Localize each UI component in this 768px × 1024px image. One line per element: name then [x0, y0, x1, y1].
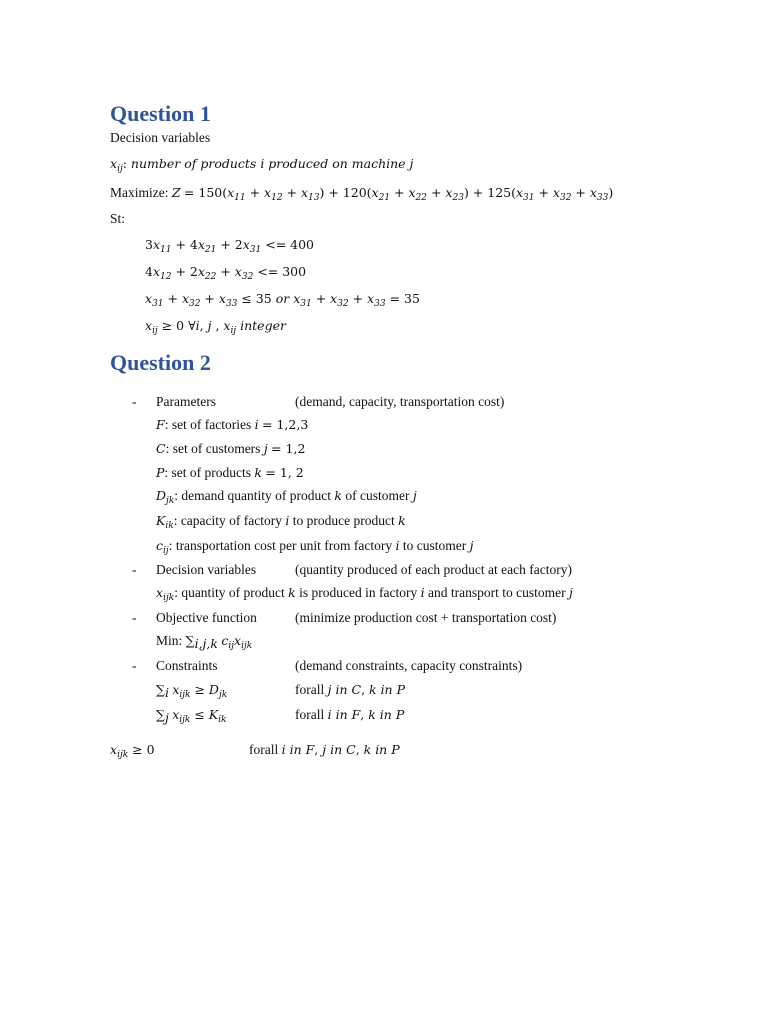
parameters-note: (demand, capacity, transportation cost)	[295, 394, 505, 409]
q1-nonnegativity-constraint: $x_{ij} \ge 0$ ∀i, j , $x_{ij}$ integer	[145, 318, 286, 336]
q1-constraint-2: $4x_{12} + 2x_{22} + x_{32} <= 300$	[145, 264, 307, 282]
constraints-note: (demand constraints, capacity constraints)	[295, 658, 523, 673]
q1-variable-definition: $x_{ij}$: number of products i produced on machine j	[110, 156, 414, 174]
q1-constraint-1: $3x_{11} + 4x_{21} + 2x_{31} <= 400$	[145, 237, 315, 255]
param-customers: C: set of customers j = 1,2	[156, 441, 306, 456]
decision-variables-label: Decision variables	[156, 562, 257, 577]
param-capacity: $K_{ik}$: capacity of factory i to produce product k	[156, 513, 406, 531]
bullet-dash: -	[132, 562, 137, 577]
param-factories: F: set of factories i = 1,2,3	[156, 417, 309, 432]
objective-function-note: (minimize production cost + transportation cost)	[295, 610, 557, 625]
q2-variable-definition: $x_{ijk}$: quantity of product k is produced in factory i and transport to customer j	[156, 585, 573, 603]
q2-min-expression: Min: $\sum_{i,j,k}$ $c_{ij}x_{ijk}$	[156, 633, 253, 651]
param-products: P: set of products k = 1, 2	[156, 465, 304, 480]
objective-function-label: Objective function	[156, 610, 257, 625]
param-transport-cost: $c_{ij}$: transportation cost per unit from factory i to customer j	[156, 538, 474, 556]
bullet-dash: -	[132, 658, 137, 673]
decision-variables-note: (quantity produced of each product at each factory)	[295, 562, 572, 577]
param-demand: $D_{jk}$: demand quantity of product k of customer j	[156, 488, 417, 506]
bullet-dash: -	[132, 610, 137, 625]
bullet-dash: -	[132, 394, 137, 409]
constraints-label: Constraints	[156, 658, 218, 673]
q1-decision-variables-label: Decision variables	[110, 130, 211, 145]
q1-constraint-3: $x_{31} + x_{32} + x_{33} \le 35$ or $x_{31} + x_{32} + x_{33} = 35$	[145, 291, 420, 309]
q1-objective-function: Maximize: $Z = 150(x_{11} + x_{12} + x_{13}) + 120(x_{21} + x_{22} + x_{23}) + 125(x_{31} + x_{32} + x_{33})$	[110, 185, 614, 203]
question-1-heading: Question 1	[110, 101, 211, 126]
question-2-heading: Question 2	[110, 350, 211, 375]
parameters-label: Parameters	[156, 394, 216, 409]
q1-subject-to-label: St:	[110, 211, 126, 226]
